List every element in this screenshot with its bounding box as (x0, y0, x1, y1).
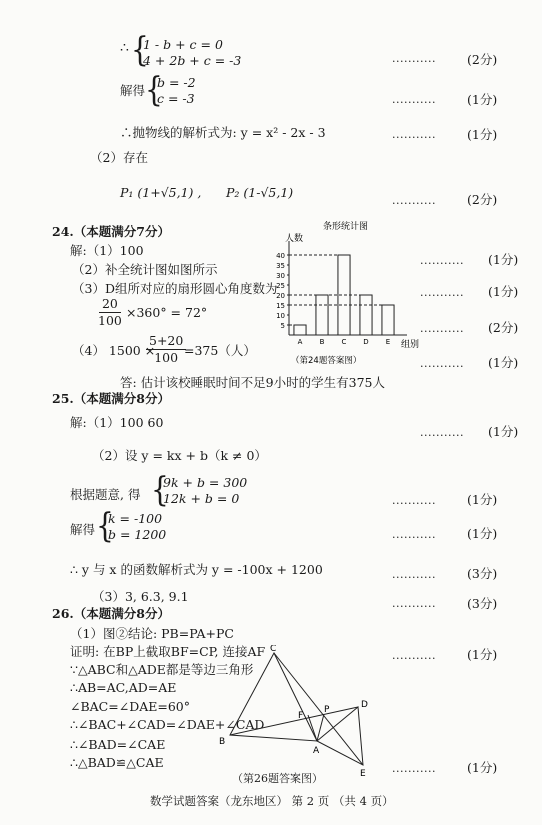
bar-chart (265, 217, 425, 367)
y-tick-label: 20 (276, 292, 285, 300)
score-dots: ........... (392, 93, 436, 106)
score-dots: ........... (392, 762, 436, 775)
segment-af (308, 715, 317, 741)
score-dots: ........... (420, 426, 464, 439)
q26-line-5: ∴∠BAD=∠CAE (70, 737, 166, 752)
score-dots: ........... (392, 52, 436, 65)
chart-title: 条形统计图 (323, 222, 369, 232)
q25-sol-k: k = -100 (108, 511, 163, 526)
y-axis-label: 人数 (285, 234, 304, 244)
y-tick-label: 40 (276, 252, 285, 260)
q24-fraction-2 (146, 333, 186, 366)
score: (1分) (467, 760, 498, 775)
system-eq-2: 4 + 2b + c = -3 (143, 53, 242, 68)
system-brace: { (151, 469, 169, 510)
q26-line-6: ∴△BAD≌△CAE (70, 755, 164, 770)
score: (1分) (467, 647, 498, 662)
point-label-d: D (361, 700, 368, 710)
score-dots: ........... (392, 568, 436, 581)
solution-brace: { (145, 69, 163, 110)
q25-heading: 25.（本题满分8分） (52, 391, 170, 406)
parabola-conclusion: ∴抛物线的解析式为: y = x² - 2x - 3 (120, 125, 326, 140)
q25-answer-1: 解:（1）100 60 (70, 415, 164, 430)
point-p2: P₂ (1-√5,1) (226, 185, 294, 200)
q26-line-4: ∴∠BAC+∠CAD=∠DAE+∠CAD (70, 717, 265, 732)
score: (2分) (467, 52, 498, 67)
y-tick-label: 5 (280, 322, 285, 330)
q26-line-3: ∠BAC=∠DAE=60° (70, 699, 191, 714)
score-dots: ........... (420, 254, 464, 267)
system-eq-1: 1 - b + c = 0 (143, 37, 223, 52)
y-tick-label: 35 (276, 262, 285, 270)
bar-E (382, 305, 394, 335)
score-dots: ........... (392, 128, 436, 141)
q25-conclusion: ∴ y 与 x 的函数解析式为 y = -100x + 1200 (70, 562, 323, 577)
score: (2分) (467, 192, 498, 207)
q26-figure-caption: （第26题答案图） (232, 772, 323, 785)
q24-fraction-tail: ×360° = 72° (126, 305, 208, 320)
chart-marks (276, 241, 407, 346)
chart-caption: （第24题答案图） (291, 356, 362, 366)
score: (1分) (488, 424, 519, 439)
score-dots: ........... (420, 286, 464, 299)
score-dots: ........... (392, 528, 436, 541)
point-label-a: A (313, 746, 320, 756)
q26-heading: 26.（本题满分8分） (52, 606, 170, 621)
score: (1分) (488, 355, 519, 370)
point-label-c: C (270, 645, 277, 654)
score-dots: ........... (392, 649, 436, 662)
x-axis-label: 组别 (401, 340, 420, 350)
fraction-denominator: 100 (154, 350, 179, 365)
point-label-e: E (360, 769, 366, 779)
score-dots: ........... (392, 194, 436, 207)
segment-bd (230, 707, 358, 735)
q25-eq-2: 12k + b = 0 (163, 491, 240, 506)
point-label-p: P (324, 705, 330, 715)
triangle-abc (230, 653, 317, 741)
solve-label: 解得 (120, 83, 146, 98)
score: (1分) (488, 284, 519, 299)
q25-sol-b: b = 1200 (108, 527, 167, 542)
q26-line-1: ∵△ABC和△ADE都是等边三角形 (70, 662, 254, 677)
page-footer: 数学试题答案（龙东地区） 第 2 页 （共 4 页） (150, 794, 394, 808)
therefore-sign: ∴ (120, 40, 129, 56)
score: (1分) (488, 252, 519, 267)
solution-b: b = -2 (157, 75, 196, 90)
q25-given: 根据题意, 得 (70, 487, 141, 502)
fraction-numerator: 20 (99, 296, 121, 313)
part-2-label: （2）存在 (90, 150, 148, 165)
x-tick-label: A (297, 338, 303, 346)
score: (1分) (467, 127, 498, 142)
q24-heading: 24.（本题满分7分） (52, 224, 170, 239)
solution-c: c = -3 (157, 91, 195, 106)
q24-final-answer: 答: 估计该校睡眠时间不足9小时的学生有375人 (120, 375, 385, 390)
score: (3分) (467, 596, 498, 611)
score: (1分) (467, 526, 498, 541)
q24-fraction (98, 296, 122, 329)
y-tick-label: 15 (276, 302, 285, 310)
x-tick-label: B (319, 338, 325, 346)
q24-answer-4-tail: =375（人） (184, 343, 256, 358)
q24-answer-4: （4） 1500 × (72, 343, 156, 358)
q24-answer-2: （2）补全统计图如图所示 (72, 262, 218, 277)
q25-answer-2: （2）设 y = kx + b（k ≠ 0） (92, 448, 267, 463)
y-tick-label: 30 (276, 272, 285, 280)
score: (2分) (488, 320, 519, 335)
q26-answer-1: （1）图②结论: PB=PA+PC (70, 626, 234, 641)
fraction-denominator: 100 (98, 313, 122, 328)
q25-answer-3: （3）3, 6.3, 9.1 (92, 589, 189, 604)
x-tick-label: E (385, 338, 391, 346)
point-label-b: B (219, 737, 226, 747)
q24-answer-1: 解:（1）100 (70, 243, 144, 258)
segment-ap (317, 714, 324, 741)
point-p1: P₁ (1+√5,1) , (120, 185, 202, 200)
y-tick-label: 25 (276, 282, 285, 290)
bar-D (360, 295, 372, 335)
q24-answer-3: （3）D组所对应的扇形圆心角度数为 (72, 281, 278, 296)
point-label-f: F (298, 711, 304, 721)
bar-B (316, 295, 328, 335)
score-dots: ........... (392, 494, 436, 507)
bar-A (294, 325, 306, 335)
fraction-numerator: 5+20 (146, 333, 186, 350)
score-dots: ........... (420, 357, 464, 370)
system-brace: { (131, 29, 149, 70)
q25-solve-label: 解得 (70, 522, 96, 537)
q26-line-2: ∴AB=AC,AD=AE (70, 680, 177, 695)
score-dots: ........... (392, 597, 436, 610)
solution-brace: { (96, 505, 114, 546)
x-tick-label: D (363, 338, 369, 346)
x-tick-label: C (341, 338, 347, 346)
score-dots: ........... (420, 322, 464, 335)
score: (3分) (467, 566, 498, 581)
score: (1分) (467, 492, 498, 507)
score: (1分) (467, 92, 498, 107)
y-tick-label: 10 (276, 312, 285, 320)
q26-proof: 证明: 在BP上截取BF=CP, 连接AF (70, 644, 266, 659)
triangle-figure (210, 645, 380, 780)
q25-eq-1: 9k + b = 300 (163, 475, 248, 490)
